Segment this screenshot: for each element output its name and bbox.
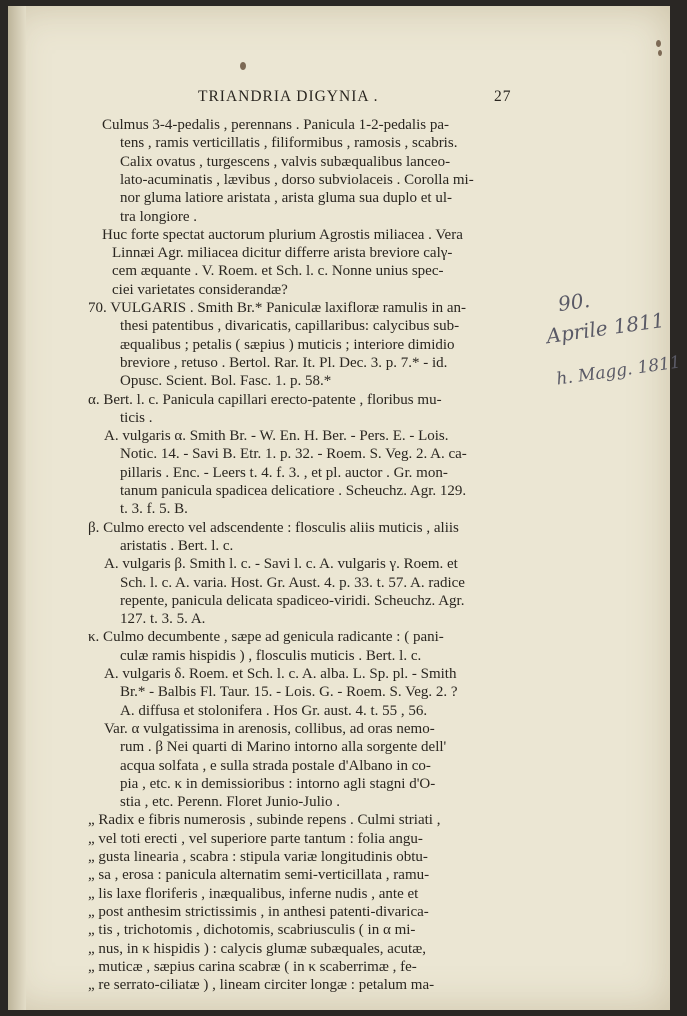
body-line: tra longiore .: [120, 208, 198, 225]
body-line: aristatis . Bert. l. c.: [120, 537, 234, 554]
marginal-note: 90.: [556, 287, 592, 317]
body-line: Calix ovatus , turgescens , valvis subæqualibus lanceo-: [120, 153, 451, 170]
body-line: Linnæi Agr. miliacea dicitur differre arista breviore calγ-: [112, 245, 453, 262]
body-line: thesi patentibus , divaricatis, capillaribus: calycibus sub-: [120, 318, 460, 335]
body-line: Sch. l. c. A. varia. Host. Gr. Aust. 4. p. 33. t. 57. A. radice: [120, 574, 465, 591]
body-line: A. vulgaris α. Smith Br. - W. En. H. Ber. - Pers. E. - Lois.: [104, 428, 449, 445]
body-line: „ vel toti erecti , vel superiore parte tantum : folia angu-: [88, 830, 423, 847]
body-line: „ Radix e fibris numerosis , subinde repens . Culmi striati ,: [88, 812, 441, 829]
body-line: Notic. 14. - Savi B. Etr. 1. p. 32. - Roem. S. Veg. 2. A. ca-: [120, 446, 467, 463]
body-line: tens , ramis verticillatis , filiformibus , ramosis , scabris.: [120, 135, 458, 152]
page-text: [8, 6, 670, 1010]
body-line: Culmus 3-4-pedalis , perennans . Panicula 1-2-pedalis pa-: [102, 117, 449, 133]
body-line: „ sa , erosa : panicula alternatim semi-verticillata , ramu-: [88, 867, 430, 884]
body-line: 70. VULGARIS . Smith Br.* Paniculæ laxifloræ ramulis in an-: [88, 300, 467, 316]
body-line: „ post anthesim strictissimis , in anthesi patenti-divarica-: [88, 903, 429, 920]
body-line: stia , etc. Perenn. Floret Junio-Julio .: [120, 794, 340, 811]
running-head: TRIANDRIA DIGYNIA .: [198, 88, 379, 105]
body-line: κ. Culmo decumbente , sæpe ad genicula radicante : ( pani-: [88, 629, 444, 646]
body-line: repente, panicula delicata spadiceo-viridi. Scheuchz. Agr.: [120, 592, 465, 609]
body-line: α. Bert. l. c. Panicula capillari erecto-patente , floribus mu-: [88, 391, 442, 408]
body-line: „ muticæ , sæpius carina scabræ ( in κ scaberrimæ , fe-: [88, 958, 417, 975]
body-line: pia , etc. κ in demissioribus : intorno agli stagni d'O-: [120, 775, 436, 792]
body-line: β. Culmo erecto vel adscendente : flosculis aliis muticis , aliis: [88, 519, 459, 536]
body-line: breviore , retuso . Bertol. Rar. It. Pl. Dec. 3. p. 7.* - id.: [120, 354, 448, 371]
body-line: nor gluma latiore aristata , arista gluma sua duplo et ul-: [120, 190, 452, 207]
body-line: 127. t. 3. 5. A.: [120, 611, 206, 628]
body-line: ticis .: [120, 409, 153, 426]
book-page: [8, 6, 682, 1010]
body-line: A. vulgaris β. Smith l. c. - Savi l. c. A. vulgaris γ. Roem. et: [104, 556, 458, 573]
page-number: 27: [494, 88, 512, 105]
body-line: lato-acuminatis , lævibus , dorso subviolaceis . Corolla mi-: [120, 171, 474, 188]
body-line: ciei varietates considerandæ?: [112, 281, 288, 298]
body-line: pillaris . Enc. - Leers t. 4. f. 3. , et pl. auctor . Gr. mon-: [120, 464, 448, 481]
body-line: „ lis laxe floriferis , inæqualibus, inferne nudis , ante et: [88, 885, 419, 902]
body-line: acqua solfata , e sulla strada postale d'Albano in co-: [120, 757, 431, 774]
body-line: tanum panicula spadicea delicatiore . Scheuchz. Agr. 129.: [120, 483, 467, 499]
body-line: A. diffusa et stolonifera . Hos Gr. aust. 4. t. 55 , 56.: [120, 702, 428, 719]
body-line: Var. α vulgatissima in arenosis, collibus, ad oras nemo-: [104, 720, 435, 737]
marginal-note: h. Magg. 1811: [555, 352, 682, 390]
body-line: culæ ramis hispidis ) , flosculis muticis . Bert. l. c.: [120, 647, 422, 664]
body-line: Br.* - Balbis Fl. Taur. 15. - Lois. G. - Roem. S. Veg. 2. ?: [120, 684, 458, 701]
marginal-note: Aprile 1811: [544, 307, 666, 349]
body-line: „ tis , trichotomis , dichotomis, scabriusculis ( in α mi-: [88, 922, 416, 939]
body-line: cem æquante . V. Roem. et Sch. l. c. Nonne unius spec-: [112, 263, 444, 280]
body-line: „ nus, in κ hispidis ) : calycis glumæ subæquales, acutæ,: [88, 940, 426, 957]
body-line: „ re serrato-ciliatæ ) , lineam circiter longæ : petalum ma-: [88, 977, 435, 994]
body-line: Huc forte spectat auctorum plurium Agrostis miliacea . Vera: [102, 226, 463, 243]
body-line: t. 3. f. 5. B.: [120, 501, 188, 518]
body-line: A. vulgaris δ. Roem. et Sch. l. c. A. alba. L. Sp. pl. - Smith: [104, 666, 457, 682]
body-line: Opusc. Scient. Bol. Fasc. 1. p. 58.*: [120, 373, 332, 390]
body-line: „ gusta linearia , scabra : stipula variæ longitudinis obtu-: [88, 849, 428, 865]
body-line: æqualibus ; petalis ( sæpius ) muticis ; interiore dimidio: [120, 336, 455, 353]
body-line: rum . β Nei quarti di Marino intorno alla sorgente dell': [120, 739, 447, 756]
